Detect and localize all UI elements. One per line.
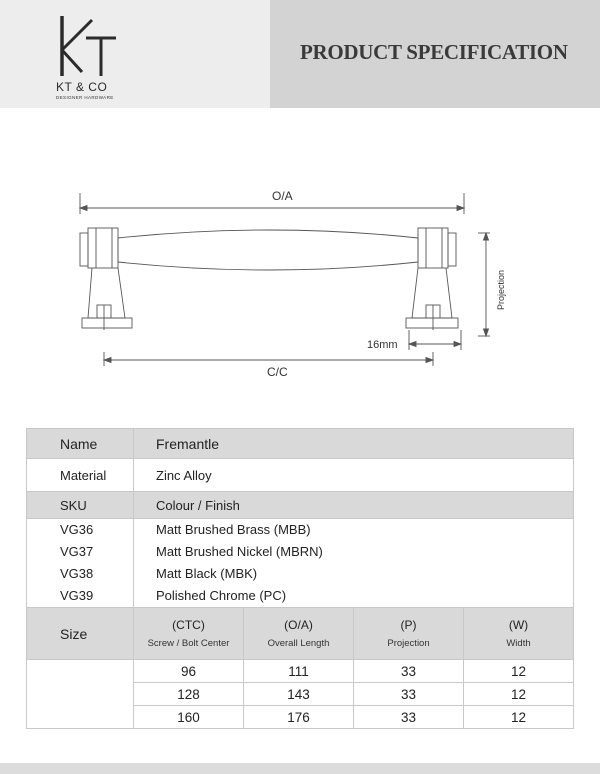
footer-bar: [0, 763, 600, 774]
finish-name: Matt Brushed Nickel (MBRN): [156, 544, 323, 559]
size-cell: 143: [244, 683, 354, 706]
material-row: [27, 459, 574, 492]
right-base-plate: [406, 318, 458, 328]
size-cell: 12: [464, 706, 574, 729]
size-column-code: (P): [400, 618, 417, 632]
brand-logo: [52, 14, 132, 104]
size-column-width: [464, 608, 574, 660]
size-column-ctc: [134, 608, 244, 660]
size-column-desc: Projection: [387, 638, 430, 649]
width-label: 16mm: [367, 339, 398, 351]
finish-list: [134, 519, 574, 608]
brand-name: KT & CO: [56, 80, 108, 94]
brand-tagline: DESIGNER HARDWARE: [56, 95, 114, 100]
finish-name: Polished Chrome (PC): [156, 588, 287, 603]
size-column-desc: Overall Length: [267, 638, 330, 649]
header-brand-panel: [0, 0, 270, 108]
material-label: Material: [27, 459, 134, 492]
right-cap-collar: [418, 228, 448, 268]
name-row: [27, 429, 574, 459]
name-value: Fremantle: [134, 429, 574, 459]
sku-label: SKU: [27, 492, 134, 519]
size-cell: 33: [354, 660, 464, 683]
sku-header-row: [27, 492, 574, 519]
center-to-center-label: C/C: [267, 365, 288, 379]
projection-label: Projection: [496, 269, 506, 310]
size-cell: 12: [464, 660, 574, 683]
handle-bar: [118, 230, 418, 270]
oa-arrow-right: [457, 206, 464, 211]
size-column-code: (O/A): [284, 618, 313, 632]
size-cell: 33: [354, 683, 464, 706]
right-post: [412, 268, 452, 318]
size-cell: 176: [244, 706, 354, 729]
size-blank-cell: [27, 660, 134, 729]
size-column-code: (W): [508, 618, 529, 632]
size-label: Size: [27, 608, 134, 660]
size-cell: 160: [134, 706, 244, 729]
sku-code: VG38: [60, 566, 94, 581]
size-row: [27, 660, 574, 683]
size-cell: 128: [134, 683, 244, 706]
finish-header: Colour / Finish: [134, 492, 574, 519]
sku-code: VG37: [60, 544, 94, 559]
specification-table: [26, 428, 574, 729]
kt-monogram-icon: [56, 14, 118, 78]
sku-code: VG36: [60, 522, 94, 537]
variants-row: [27, 519, 574, 608]
size-column-projection: [354, 608, 464, 660]
left-cap-outer: [80, 233, 88, 266]
sku-code: VG39: [60, 588, 94, 603]
right-cap-outer: [448, 233, 456, 266]
size-column-oa: [244, 608, 354, 660]
oa-arrow-left: [80, 206, 87, 211]
size-cell: 33: [354, 706, 464, 729]
name-label: Name: [27, 429, 134, 459]
size-column-code: (CTC): [172, 618, 205, 632]
size-cell: 96: [134, 660, 244, 683]
size-header-row: [27, 608, 574, 660]
left-base-plate: [82, 318, 132, 328]
size-column-desc: Width: [506, 638, 531, 649]
material-value: Zinc Alloy: [134, 459, 574, 492]
size-cell: 111: [244, 660, 354, 683]
left-post: [88, 268, 125, 318]
sku-code-list: [27, 519, 134, 608]
size-cell: 12: [464, 683, 574, 706]
left-cap-collar: [88, 228, 118, 268]
overall-length-label: O/A: [272, 189, 293, 203]
handle-technical-drawing: [0, 170, 600, 400]
size-column-desc: Screw / Bolt Center: [147, 638, 230, 649]
page-title: PRODUCT SPECIFICATION: [300, 40, 568, 64]
finish-name: Matt Black (MBK): [156, 566, 258, 581]
finish-name: Matt Brushed Brass (MBB): [156, 522, 311, 537]
